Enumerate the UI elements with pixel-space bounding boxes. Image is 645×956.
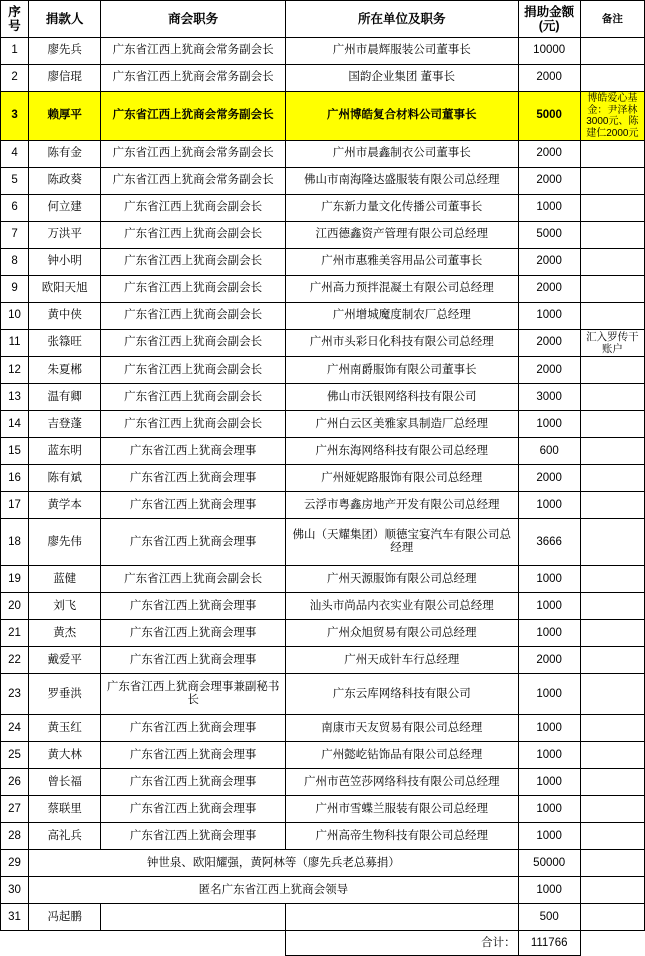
cell-unit: 广州天源服饰有限公司总经理 (285, 566, 518, 593)
cell-index: 28 (1, 823, 29, 850)
cell-amount: 1000 (518, 796, 580, 823)
cell-index: 3 (1, 92, 29, 141)
table-row (1, 715, 645, 742)
cell-donor: 张簶旺 (29, 330, 101, 357)
cell-index: 11 (1, 330, 29, 357)
table-row (1, 168, 645, 195)
cell-index: 26 (1, 769, 29, 796)
table-row (1, 674, 645, 715)
cell-note (580, 519, 644, 566)
cell-unit: 广东新力量文化传播公司董事长 (285, 195, 518, 222)
cell-note (580, 303, 644, 330)
cell-unit: 江西德鑫资产管理有限公司总经理 (285, 222, 518, 249)
cell-note (580, 249, 644, 276)
table-row (1, 357, 645, 384)
cell-donor: 蓝健 (29, 566, 101, 593)
table-row (1, 384, 645, 411)
table-row (1, 796, 645, 823)
cell-position: 广东省江西上犹商会副会长 (101, 195, 286, 222)
cell-donor: 廖信琨 (29, 65, 101, 92)
cell-unit: 南康市天友贸易有限公司总经理 (285, 715, 518, 742)
cell-index: 13 (1, 384, 29, 411)
cell-index: 10 (1, 303, 29, 330)
cell-index: 27 (1, 796, 29, 823)
cell-unit: 广州市惠雅美容用品公司董事长 (285, 249, 518, 276)
cell-unit: 国韵企业集团 董事长 (285, 65, 518, 92)
cell-position: 广东省江西上犹商会副会长 (101, 384, 286, 411)
cell-amount: 2000 (518, 249, 580, 276)
table-row (1, 647, 645, 674)
cell-position: 广东省江西上犹商会副会长 (101, 276, 286, 303)
cell-amount: 2000 (518, 330, 580, 357)
cell-amount: 1000 (518, 593, 580, 620)
header-amount-line2: (元) (538, 19, 560, 33)
cell-amount: 2000 (518, 168, 580, 195)
table-row (1, 222, 645, 249)
cell-group-description: 钟世泉、欧阳耀强，黄阿林等（廖先兵老总募捐） (29, 850, 519, 877)
table-row (1, 303, 645, 330)
header-donor: 捐款人 (29, 1, 101, 38)
cell-position: 广东省江西上犹商会常务副会长 (101, 168, 286, 195)
footer-spacer-right (580, 931, 644, 956)
cell-amount: 2000 (518, 276, 580, 303)
total-label: 合计： (285, 931, 518, 956)
header-index: 序号 (1, 1, 29, 38)
cell-index: 6 (1, 195, 29, 222)
cell-unit (285, 904, 518, 931)
cell-position: 广东省江西上犹商会副会长 (101, 566, 286, 593)
cell-position: 广东省江西上犹商会常务副会长 (101, 38, 286, 65)
cell-position: 广东省江西上犹商会理事 (101, 620, 286, 647)
header-unit: 所在单位及职务 (285, 1, 518, 38)
cell-note (580, 195, 644, 222)
cell-unit: 广州东海网络科技有限公司总经理 (285, 438, 518, 465)
table-header (1, 1, 645, 38)
cell-amount: 1000 (518, 742, 580, 769)
cell-amount: 1000 (518, 566, 580, 593)
cell-note (580, 796, 644, 823)
cell-amount: 1000 (518, 492, 580, 519)
cell-position: 广东省江西上犹商会常务副会长 (101, 92, 286, 141)
cell-note (580, 850, 644, 877)
cell-donor: 戴爱平 (29, 647, 101, 674)
cell-index: 16 (1, 465, 29, 492)
cell-note: 汇入罗传干账户 (580, 330, 644, 357)
cell-amount: 10000 (518, 38, 580, 65)
cell-position: 广东省江西上犹商会理事 (101, 823, 286, 850)
total-amount: 111766 (518, 931, 580, 956)
cell-amount: 1000 (518, 674, 580, 715)
cell-donor: 陈有斌 (29, 465, 101, 492)
cell-unit: 广东云库网络科技有限公司 (285, 674, 518, 715)
cell-amount: 2000 (518, 65, 580, 92)
table-row (1, 65, 645, 92)
table-row (1, 620, 645, 647)
cell-amount: 1000 (518, 715, 580, 742)
cell-donor: 陈政葵 (29, 168, 101, 195)
cell-donor: 黄大林 (29, 742, 101, 769)
cell-donor: 黄学本 (29, 492, 101, 519)
cell-donor: 廖先伟 (29, 519, 101, 566)
cell-unit: 佛山（天耀集团）顺德宝宴汽车有限公司总经理 (285, 519, 518, 566)
cell-position: 广东省江西上犹商会常务副会长 (101, 141, 286, 168)
cell-position: 广东省江西上犹商会副会长 (101, 249, 286, 276)
cell-donor: 高礼兵 (29, 823, 101, 850)
cell-amount: 1000 (518, 303, 580, 330)
cell-unit: 广州白云区美雅家具制造厂总经理 (285, 411, 518, 438)
cell-note (580, 566, 644, 593)
cell-note (580, 222, 644, 249)
cell-position: 广东省江西上犹商会副会长 (101, 411, 286, 438)
cell-position: 广东省江西上犹商会理事 (101, 519, 286, 566)
table-row (1, 566, 645, 593)
cell-index: 14 (1, 411, 29, 438)
cell-amount: 1000 (518, 823, 580, 850)
header-amount (518, 1, 580, 38)
cell-donor: 黄中侠 (29, 303, 101, 330)
cell-donor: 黄玉红 (29, 715, 101, 742)
cell-note (580, 742, 644, 769)
cell-amount: 1000 (518, 877, 580, 904)
cell-index: 23 (1, 674, 29, 715)
table-row (1, 249, 645, 276)
table-row (1, 411, 645, 438)
cell-donor: 钟小明 (29, 249, 101, 276)
cell-index: 4 (1, 141, 29, 168)
cell-note (580, 492, 644, 519)
cell-donor: 冯起鹏 (29, 904, 101, 931)
cell-amount: 1000 (518, 769, 580, 796)
cell-amount: 3000 (518, 384, 580, 411)
cell-donor: 蔡联里 (29, 796, 101, 823)
table-row-highlighted (1, 92, 645, 141)
cell-unit: 广州众旭贸易有限公司总经理 (285, 620, 518, 647)
cell-index: 12 (1, 357, 29, 384)
cell-amount: 1000 (518, 620, 580, 647)
cell-position (101, 904, 286, 931)
cell-donor: 何立建 (29, 195, 101, 222)
cell-donor: 欧阳天旭 (29, 276, 101, 303)
cell-position: 广东省江西上犹商会理事 (101, 465, 286, 492)
table-row-group-donation (1, 850, 645, 877)
cell-amount: 2000 (518, 357, 580, 384)
cell-donor: 朱夏郴 (29, 357, 101, 384)
table-row (1, 330, 645, 357)
cell-index: 21 (1, 620, 29, 647)
cell-amount: 5000 (518, 222, 580, 249)
cell-unit: 广州懿屹钻饰品有限公司总经理 (285, 742, 518, 769)
cell-donor: 黄杰 (29, 620, 101, 647)
cell-unit: 广州博皓复合材料公司董事长 (285, 92, 518, 141)
cell-note (580, 769, 644, 796)
table-row (1, 492, 645, 519)
cell-note (580, 647, 644, 674)
cell-amount: 500 (518, 904, 580, 931)
cell-index: 24 (1, 715, 29, 742)
cell-note (580, 65, 644, 92)
table-row (1, 38, 645, 65)
cell-index: 22 (1, 647, 29, 674)
cell-note (580, 715, 644, 742)
table-row (1, 438, 645, 465)
cell-index: 29 (1, 850, 29, 877)
cell-position: 广东省江西上犹商会理事 (101, 593, 286, 620)
cell-position: 广东省江西上犹商会理事 (101, 715, 286, 742)
cell-index: 1 (1, 38, 29, 65)
cell-index: 2 (1, 65, 29, 92)
cell-position: 广东省江西上犹商会副会长 (101, 357, 286, 384)
cell-amount: 2000 (518, 141, 580, 168)
cell-position: 广东省江西上犹商会理事兼副秘书长 (101, 674, 286, 715)
cell-index: 5 (1, 168, 29, 195)
cell-donor: 刘飞 (29, 593, 101, 620)
cell-position: 广东省江西上犹商会理事 (101, 492, 286, 519)
cell-unit: 广州增城魔度制农厂总经理 (285, 303, 518, 330)
cell-index: 7 (1, 222, 29, 249)
cell-note: 博皓爱心基金：尹泽林3000元、陈建仁2000元 (580, 92, 644, 141)
cell-note (580, 593, 644, 620)
cell-unit: 广州南爵服饰有限公司董事长 (285, 357, 518, 384)
cell-donor: 吉登蓬 (29, 411, 101, 438)
total-row (1, 931, 645, 956)
cell-note (580, 357, 644, 384)
cell-unit: 广州市雪蝶兰服装有限公司总经理 (285, 796, 518, 823)
table-row-group-donation (1, 877, 645, 904)
cell-index: 17 (1, 492, 29, 519)
header-note: 备注 (580, 1, 644, 38)
cell-unit: 广州市晨鑫制衣公司董事长 (285, 141, 518, 168)
header-amount-line1: 捐助金额 (524, 4, 575, 19)
cell-position: 广东省江西上犹商会副会长 (101, 303, 286, 330)
header-row (1, 1, 645, 38)
cell-donor: 曾长福 (29, 769, 101, 796)
cell-note (580, 411, 644, 438)
cell-note (580, 674, 644, 715)
cell-index: 19 (1, 566, 29, 593)
cell-position: 广东省江西上犹商会理事 (101, 438, 286, 465)
cell-index: 31 (1, 904, 29, 931)
cell-note (580, 38, 644, 65)
cell-amount: 5000 (518, 92, 580, 141)
cell-position: 广东省江西上犹商会理事 (101, 647, 286, 674)
cell-unit: 广州市晨辉服装公司董事长 (285, 38, 518, 65)
cell-note (580, 438, 644, 465)
cell-unit: 广州天成针车行总经理 (285, 647, 518, 674)
cell-position: 广东省江西上犹商会理事 (101, 742, 286, 769)
cell-unit: 广州娅妮路服饰有限公司总经理 (285, 465, 518, 492)
table-row (1, 769, 645, 796)
cell-index: 15 (1, 438, 29, 465)
cell-donor: 陈有金 (29, 141, 101, 168)
table-row (1, 141, 645, 168)
cell-unit: 广州高力预拌混凝土有限公司总经理 (285, 276, 518, 303)
cell-amount: 3666 (518, 519, 580, 566)
table-row (1, 276, 645, 303)
cell-amount: 1000 (518, 195, 580, 222)
cell-donor: 廖先兵 (29, 38, 101, 65)
cell-unit: 广州高帝生物科技有限公司总经理 (285, 823, 518, 850)
cell-donor: 罗垂洪 (29, 674, 101, 715)
cell-unit: 云浮市粤鑫房地产开发有限公司总经理 (285, 492, 518, 519)
table-row (1, 519, 645, 566)
cell-position: 广东省江西上犹商会副会长 (101, 330, 286, 357)
cell-index: 20 (1, 593, 29, 620)
cell-unit: 汕头市尚品内衣实业有限公司总经理 (285, 593, 518, 620)
cell-amount: 1000 (518, 411, 580, 438)
cell-amount: 2000 (518, 465, 580, 492)
cell-index: 9 (1, 276, 29, 303)
cell-note (580, 168, 644, 195)
cell-position: 广东省江西上犹商会副会长 (101, 222, 286, 249)
table-row (1, 465, 645, 492)
table-body (1, 38, 645, 931)
cell-position: 广东省江西上犹商会理事 (101, 769, 286, 796)
cell-note (580, 465, 644, 492)
cell-index: 25 (1, 742, 29, 769)
cell-donor: 蓝东明 (29, 438, 101, 465)
cell-donor: 万洪平 (29, 222, 101, 249)
cell-note (580, 904, 644, 931)
cell-note (580, 141, 644, 168)
table-row (1, 195, 645, 222)
cell-unit: 广州市芭笠莎网络科技有限公司总经理 (285, 769, 518, 796)
header-position: 商会职务 (101, 1, 286, 38)
cell-amount: 50000 (518, 850, 580, 877)
cell-amount: 600 (518, 438, 580, 465)
cell-group-description: 匿名广东省江西上犹商会领导 (29, 877, 519, 904)
table-row (1, 742, 645, 769)
cell-note (580, 823, 644, 850)
table-row (1, 904, 645, 931)
cell-note (580, 877, 644, 904)
table-row (1, 823, 645, 850)
cell-unit: 佛山市南海隆达盛服装有限公司总经理 (285, 168, 518, 195)
table-footer (1, 931, 645, 956)
cell-position: 广东省江西上犹商会理事 (101, 796, 286, 823)
cell-index: 30 (1, 877, 29, 904)
cell-note (580, 620, 644, 647)
footer-spacer (1, 931, 286, 956)
cell-note (580, 276, 644, 303)
cell-amount: 2000 (518, 647, 580, 674)
cell-index: 18 (1, 519, 29, 566)
cell-position: 广东省江西上犹商会常务副会长 (101, 65, 286, 92)
cell-donor: 温有卿 (29, 384, 101, 411)
table-row (1, 593, 645, 620)
cell-donor: 赖厚平 (29, 92, 101, 141)
cell-note (580, 384, 644, 411)
cell-unit: 佛山市沃银网络科技有限公司 (285, 384, 518, 411)
cell-index: 8 (1, 249, 29, 276)
cell-unit: 广州市头彩日化科技有限公司总经理 (285, 330, 518, 357)
